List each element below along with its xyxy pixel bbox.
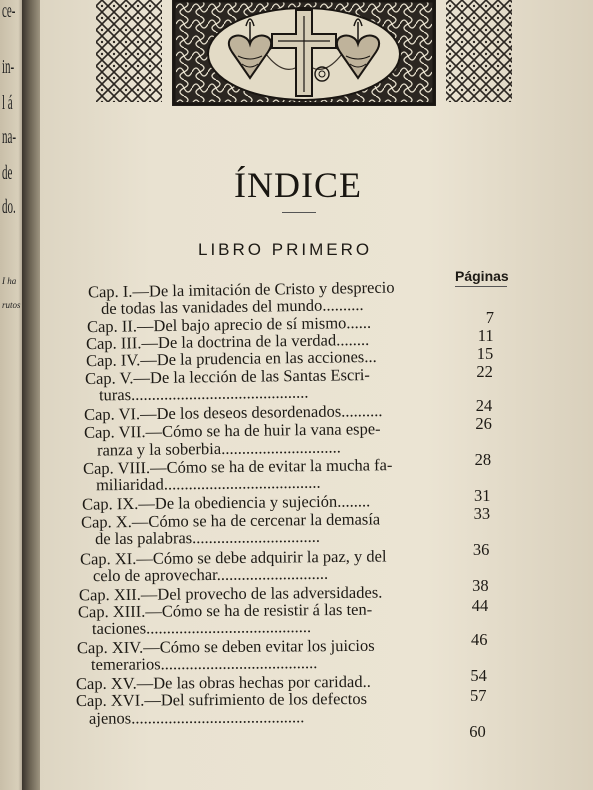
- toc-entry-line: de todas las vanidades del mundo..........: [101, 294, 365, 319]
- toc-entry-line: temerarios......................................: [90, 653, 318, 674]
- toc-entry-line: Cap. VI.—De los deseos desordenados..........: [84, 401, 383, 424]
- toc-page-number: 31: [473, 486, 491, 505]
- toc-page-number: 22: [476, 362, 493, 381]
- left-text-fragment: na-: [2, 126, 17, 148]
- toc-page-number: 15: [476, 344, 494, 363]
- toc-page-number: 7: [485, 308, 494, 327]
- toc-entry-line: Cap. I.—De la imitación de Cristo y desprecio: [87, 277, 395, 302]
- toc-entry-line: Cap. XIII.—Cómo se ha de resistir á las ten-: [78, 599, 373, 622]
- title-divider: [282, 212, 316, 213]
- toc-page-number: 36: [472, 540, 490, 559]
- toc-page-number: 11: [477, 326, 494, 345]
- toc-entry-line: Cap. VIII.—Cómo se ha de evitar la mucha fa-: [82, 455, 393, 478]
- toc-entry-line: ranza y la soberbia.............................: [97, 437, 342, 460]
- left-text-fragment: do.: [2, 196, 16, 218]
- toc-entry-line: Cap. X.—Cómo se ha de cercenar la demasía: [80, 509, 381, 532]
- toc-entry-line: taciones........................................: [91, 617, 311, 638]
- left-text-fragment: in-: [2, 56, 15, 78]
- toc-entry-line: de las palabras...............................: [94, 526, 320, 549]
- toc-entry-line: Cap. VII.—Cómo se ha de huir la vana espe-: [83, 419, 381, 442]
- pages-header-rule: [455, 286, 507, 287]
- toc-entry-line: Cap. XI.—Cómo se debe adquirir la paz, y del: [79, 546, 387, 569]
- toc-entry-line: Cap. XVI.—Del sufrimiento de los defectos: [75, 688, 367, 711]
- toc-page-number: 38: [472, 576, 489, 595]
- toc-entry-line: Cap. II.—Del bajo aprecio de sí mismo......: [86, 312, 372, 337]
- toc-entry-line: turas...........................................: [98, 382, 309, 405]
- left-text-fragment: I ha: [2, 276, 17, 286]
- toc-entry-line: celo de aprovechar...........................: [93, 563, 329, 586]
- pages-column-header: Páginas: [455, 268, 509, 284]
- toc-entry-line: Cap. IV.—De la prudencia en las acciones...: [85, 346, 377, 371]
- toc-entry-line: ajenos..........................................: [89, 707, 305, 728]
- toc-entry-line: Cap. V.—De la lección de las Santas Escri-: [85, 365, 371, 388]
- toc-page-number: 24: [475, 396, 493, 415]
- left-text-fragment: de: [2, 162, 13, 184]
- page-title: ÍNDICE: [234, 165, 362, 205]
- toc-page-number: 46: [471, 630, 488, 649]
- toc-entry-line: Cap. XII.—Del provecho de las adversidades.: [78, 582, 383, 605]
- book-heading: LIBRO PRIMERO: [198, 240, 373, 259]
- left-text-fragment: ce-: [2, 0, 16, 22]
- toc-entry-line: miliaridad......................................: [96, 472, 321, 495]
- toc-page-number: 60: [469, 722, 486, 741]
- toc-page-number: 44: [471, 596, 489, 615]
- toc-page-number: 28: [474, 450, 492, 469]
- left-text-fragment: rutos: [2, 300, 21, 310]
- left-text-fragment: l á: [2, 92, 13, 114]
- toc-entry-line: Cap. XIV.—Cómo se deben evitar los juicios: [77, 635, 375, 658]
- toc-page-number: 33: [473, 504, 491, 523]
- toc-page-number: 54: [470, 666, 487, 685]
- toc-page-number: 26: [475, 414, 492, 433]
- toc-page-number: 57: [469, 686, 487, 705]
- toc-entry-line: Cap. XV.—De las obras hechas por caridad..: [76, 671, 372, 694]
- toc-entry-line: Cap. IX.—De la obediencia y sujeción........: [81, 491, 370, 514]
- sacred-hearts-cross-ornament: [96, 0, 512, 108]
- toc-entry-line: Cap. III.—De la doctrina de la verdad........: [86, 329, 370, 354]
